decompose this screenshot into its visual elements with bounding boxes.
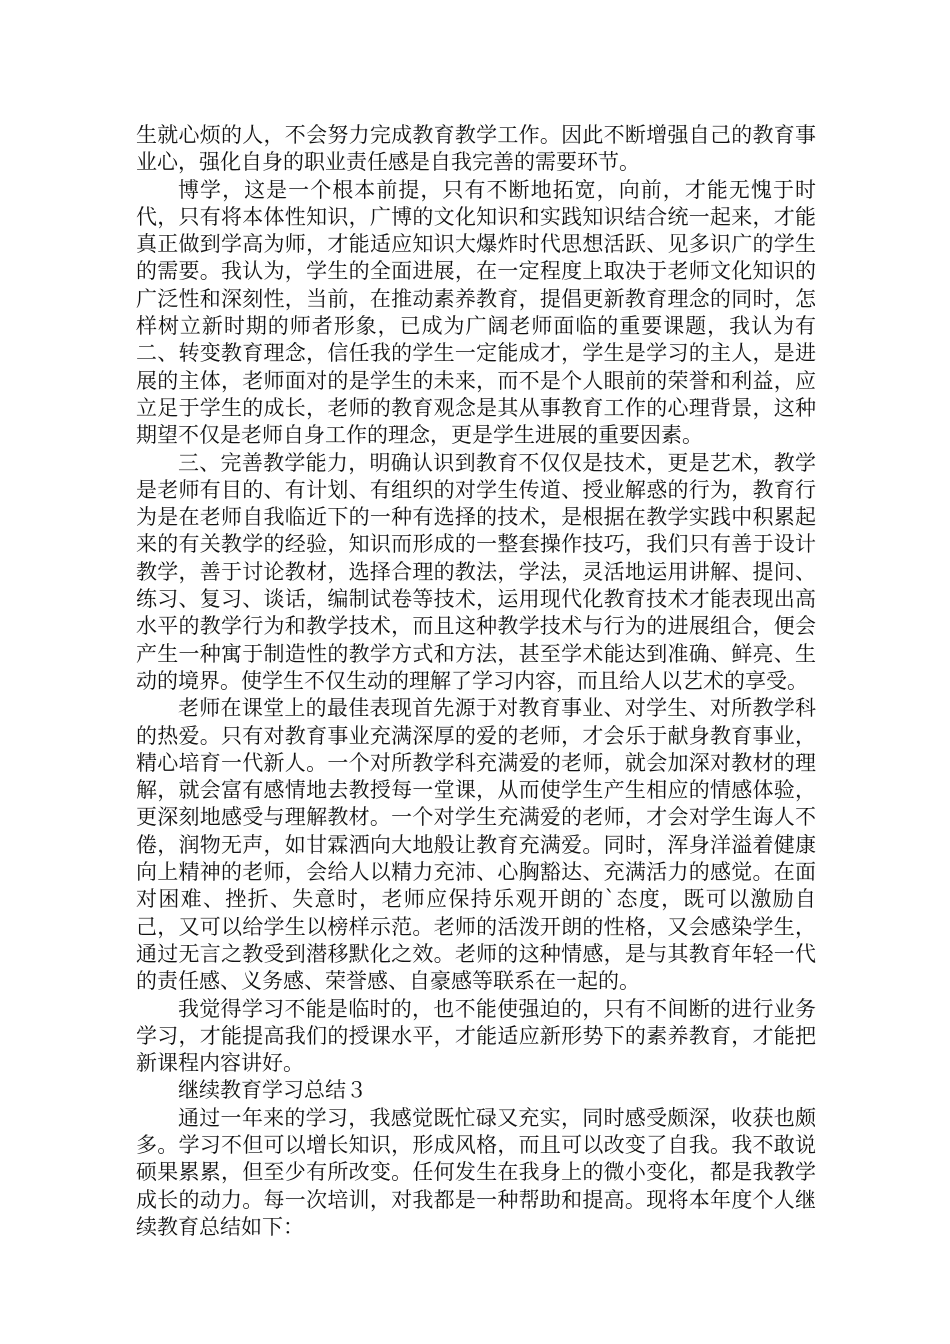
paragraph-erudition: 博学，这是一个根本前提，只有不断地拓宽，向前，才能无愧于时代，只有将本体性知识，广博的文化知识和实践知识结合统一起来，才能真正做到学高为师，才能适应知识大爆炸时代思想活跃、见多识广的学生的需要。我认为，学生的全面进展，在一定程度上取决于老师文化知识的广泛性和深刻性，当前，在推动素养教育，提倡更新教育理念的同时，怎样树立新时期的师者形象，已成为广阔老师面临的重要课题，我认为有二、转变教育理念，信任我的学生一定能成才，学生是学习的主人，是进展的主体，老师面对的是学生的未来，而不是个人眼前的荣誉和利益，应立足于学生的成长，老师的教育观念是其从事教育工作的心理背景，这种期望不仅是老师自身工作的理念，更是学生进展的重要因素。: [136, 177, 816, 448]
paragraph-teaching-ability: 三、完善教学能力，明确认识到教育不仅仅是技术，更是艺术，教学是老师有目的、有计划、有组织的对学生传道、授业解惑的行为，教育行为是在老师自我临近下的一种有选择的技术，是根据在教学实践中积累起来的有关教学的经验，知识而形成的一整套操作技巧，我们只有善于设计教学，善于讨论教材，选择合理的教法，学法，灵活地运用讲解、提问、练习、复习、谈话，编制试卷等技术，运用现代化教育技术才能表现出高水平的教学行为和教学技术，而且这种教学技术与行为的进展组合，便会产生一种寓于制造性的教学方式和方法，甚至学术能达到准确、鲜亮、生动的境界。使学生不仅生动的理解了学习内容，而且给人以艺术的享受。: [136, 450, 816, 693]
paragraph-continuous-learning: 我觉得学习不能是临时的，也不能使强迫的，只有不间断的进行业务学习，才能提高我们的授课水平，才能适应新形势下的素养教育，才能把新课程内容讲好。: [136, 996, 816, 1076]
document-body: [136, 122, 816, 1241]
paragraph-summary-intro: 通过一年来的学习，我感觉既忙碌又充实，同时感受颇深，收获也颇多。学习不但可以增长知识，形成风格，而且可以改变了自我。我不敢说硕果累累，但至少有所改变。任何发生在我身上的微小变化，都是我教学成长的动力。每一次培训，对我都是一种帮助和提高。现将本年度个人继续教育总结如下：: [136, 1105, 816, 1239]
paragraph-classroom-performance: 老师在课堂上的最佳表现首先源于对教育事业、对学生、对所教学科的热爱。只有对教育事业充满深厚的爱的老师，才会乐于献身教育事业，精心培育一代新人。一个对所教学科充满爱的老师，就会加深对教材的理解，就会富有感情地去教授每一堂课，从而使学生产生相应的情感体验，更深刻地感受与理解教材。一个对学生充满爱的老师，才会对学生诲人不倦，润物无声，如甘霖洒向大地般让教育充满爱。同时，浑身洋溢着健康向上精神的老师，会给人以精力充沛、心胸豁达、充满活力的感觉。在面对困难、挫折、失意时，老师应保持乐观开朗的`态度，既可以激励自己，又可以给学生以榜样示范。老师的活泼开朗的性格，又会感染学生，通过无言之教受到潜移默化之效。老师的这种情感，是与其教育年轻一代的责任感、义务感、荣誉感、自豪感等联系在一起的。: [136, 696, 816, 994]
section-heading: 继续教育学习总结３: [178, 1078, 367, 1103]
paragraph-continuation: 生就心烦的人，不会努力完成教育教学工作。因此不断增强自己的教育事业心，强化自身的职业责任感是自我完善的需要环节。: [136, 123, 816, 175]
